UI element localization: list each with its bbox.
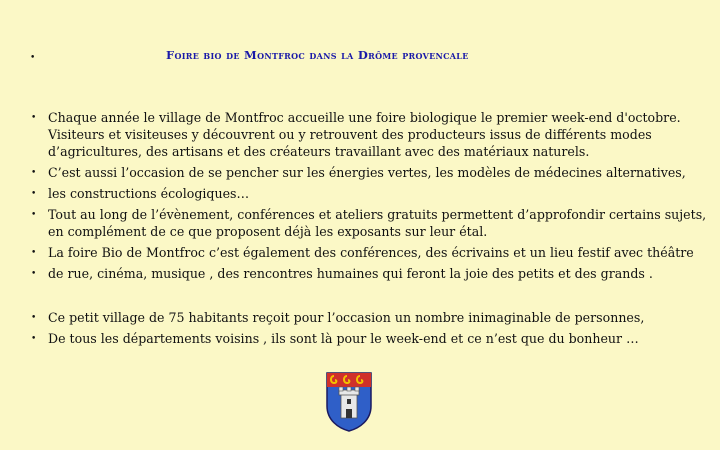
title-row (0, 48, 720, 68)
paragraph-4-line-2: en complément de ce que proposent déjà les exposants sur leur étal. (48, 224, 488, 239)
bullet-5: • (31, 248, 37, 258)
paragraph-1-line-2: Visiteurs et visiteuses y découvrent ou y retrouvent des producteurs issus de différents modes (48, 127, 652, 142)
title-bullet: • (30, 53, 36, 63)
bullet-7: • (31, 313, 37, 323)
paragraph-7-line-1: Ce petit village de 75 habitants reçoit pour l’occasion un nombre inimaginable de personnes, (48, 310, 645, 325)
bullet-8: • (31, 334, 37, 344)
bullet-2: • (31, 168, 37, 178)
paragraph-2-line-1: C’est aussi l’occasion de se pencher sur les énergies vertes, les modèles de médecines alternatives, (48, 165, 686, 180)
paragraph-8-line-1: De tous les départements voisins , ils sont là pour le week-end et ce n’est que du bonheur … (48, 331, 639, 346)
bullet-4: • (31, 210, 37, 220)
coat-of-arms-icon (326, 372, 372, 432)
paragraph-1-line-1: Chaque année le village de Montfroc accueille une foire biologique le premier week-end d'octobre. (48, 110, 681, 125)
paragraph-4-line-1: Tout au long de l’évènement, conférences et ateliers gratuits permettent d’approfondir certains sujets, (48, 207, 707, 222)
paragraph-1-line-3: d’agricultures, des artisans et des créateurs travaillant avec des matériaux naturels. (48, 144, 590, 159)
paragraph-6-line-1: de rue, cinéma, musique , des rencontres humaines qui feront la joie des petits et des grands . (48, 266, 653, 281)
bullet-1: • (31, 113, 37, 123)
paragraph-3-line-1: les constructions écologiques… (48, 186, 250, 201)
paragraph-5-line-1: La foire Bio de Montfroc c’est également des conférences, des écrivains et un lieu festif avec théâtre (48, 245, 694, 260)
bullet-6: • (31, 269, 37, 279)
page-title: Foire bio de Montfroc dans la Drôme provencale (166, 48, 469, 62)
bullet-3: • (31, 189, 37, 199)
